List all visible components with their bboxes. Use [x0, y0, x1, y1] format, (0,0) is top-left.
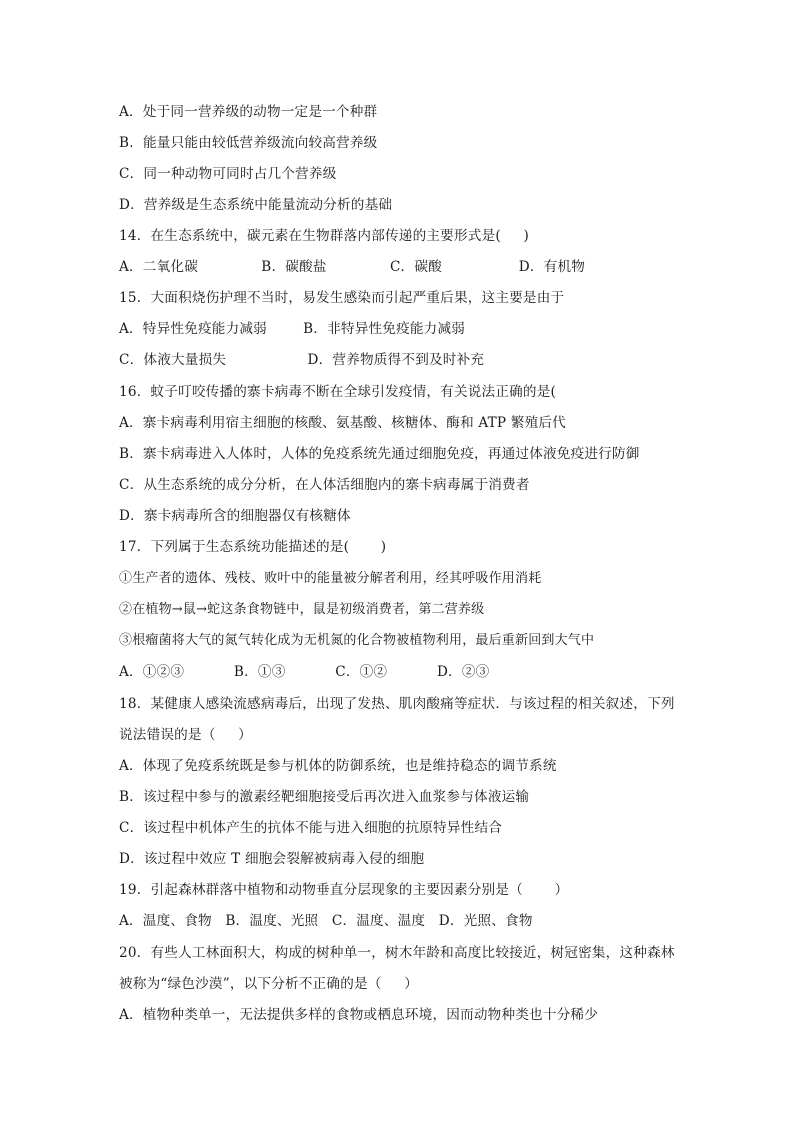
q14-options: A．二氧化碳 B．碳酸盐 C．碳酸 D．有机物 [119, 259, 586, 275]
q17-statement-1: ①生产者的遗体、残枝、败叶中的能量被分解者利用，经其呼吸作用消耗 [119, 571, 542, 586]
q15-options-row2: C．体液大量损失 D．营养物质得不到及时补充 [119, 352, 485, 368]
q20-stem-line1: 20．有些人工林面积大，构成的树种单一，树木年龄和高度比较接近，树冠密集，这种森林 [119, 945, 675, 961]
q18-option-a: A．体现了免疫系统既是参与机体的防御系统，也是维持稳态的调节系统 [119, 758, 557, 774]
q16-option-c: C．从生态系统的成分分析，在人体活细胞内的寨卡病毒属于消费者 [119, 477, 530, 493]
q16-option-d: D．寨卡病毒所含的细胞器仅有核糖体 [119, 508, 351, 524]
q15-stem: 15．大面积烧伤护理不当时，易发生感染而引起严重后果，这主要是由于 [119, 290, 565, 306]
q13-option-c: C．同一种动物可同时占几个营养级 [119, 166, 337, 182]
q16-option-b: B．寨卡病毒进入人体时，人体的免疫系统先通过细胞免疫，再通过体液免疫进行防御 [119, 446, 640, 462]
q16-stem: 16．蚊子叮咬传播的寨卡病毒不断在全球引发疫情，有关说法正确的是( [119, 384, 557, 400]
q15-options-row1: A．特异性免疫能力减弱 B．非特异性免疫能力减弱 [119, 321, 466, 337]
q18-stem-line2: 说法错误的是（ ） [119, 727, 252, 743]
q18-option-b: B．该过程中参与的激素经靶细胞接受后再次进入血浆参与体液运输 [119, 789, 530, 805]
q19-options: A．温度、食物 B．温度、光照 C．温度、温度 D．光照、食物 [119, 913, 533, 929]
q20-option-a: A．植物种类单一，无法提供多样的食物或栖息环境，因而动物种类也十分稀少 [119, 1007, 599, 1023]
q17-stem: 17．下列属于生态系统功能描述的是( ) [119, 539, 387, 555]
q20-stem-line2: 被称为“绿色沙漠”，以下分析不正确的是（ ） [119, 976, 418, 992]
q18-option-d: D．该过程中效应 T 细胞会裂解被病毒入侵的细胞 [119, 851, 425, 867]
q18-stem-line1: 18．某健康人感染流感病毒后，出现了发热、肌肉酸痛等症状．与该过程的相关叙述，下列 [119, 696, 675, 712]
q13-option-a: A．处于同一营养级的动物一定是一个种群 [119, 104, 378, 120]
q18-option-c: C．该过程中机体产生的抗体不能与进入细胞的抗原特异性结合 [119, 820, 503, 836]
q19-stem: 19．引起森林群落中植物和动物垂直分层现象的主要因素分别是（ ） [119, 882, 569, 898]
q17-statement-3: ③根瘤菌将大气的氮气转化成为无机氮的化合物被植物利用，最后重新回到大气中 [119, 633, 595, 648]
q17-statement-2: ②在植物→鼠→蛇这条食物链中，鼠是初级消费者，第二营养级 [119, 602, 485, 617]
q13-option-b: B．能量只能由较低营养级流向较高营养级 [119, 135, 378, 151]
q17-options: A．①②③ B．①③ C．①② D．②③ [119, 664, 490, 680]
q14-stem: 14．在生态系统中，碳元素在生物群落内部传递的主要形式是( ) [119, 228, 529, 244]
q13-option-d: D．营养级是生态系统中能量流动分析的基础 [119, 197, 393, 213]
q16-option-a: A．寨卡病毒利用宿主细胞的核酸、氨基酸、核糖体、酶和 ATP 繁殖后代 [119, 415, 566, 431]
